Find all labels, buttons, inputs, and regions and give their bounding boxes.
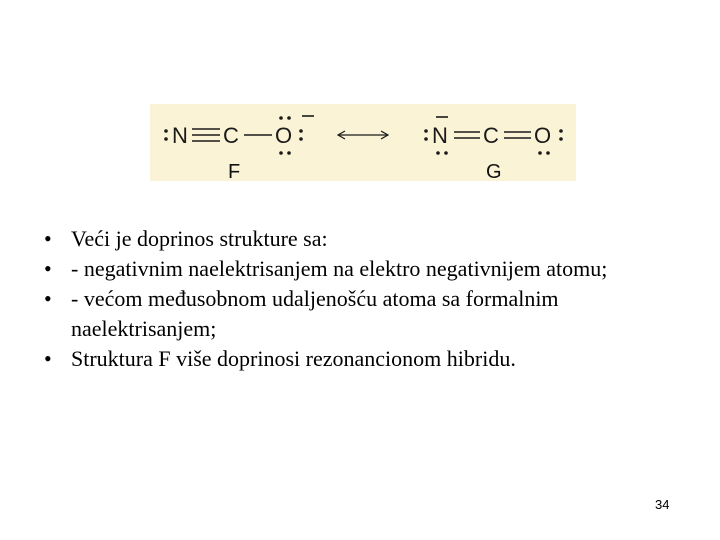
double-headed-arrow-icon: [338, 131, 388, 139]
bullet-text: - većom međusobnom udaljenošću atoma sa formalnim naelektrisanjem;: [71, 286, 559, 341]
list-item: [44, 224, 694, 254]
atom-o: O: [275, 123, 293, 148]
structure-f: [164, 116, 314, 181]
bullet-text: Struktura F više doprinosi rezonancionom hibridu.: [71, 346, 516, 371]
bullet-text: - negativnim naelektrisanjem na elektro negativnijem atomu;: [71, 256, 608, 281]
list-item: [44, 254, 694, 284]
bullet-text: Veći je doprinos strukture sa:: [71, 226, 328, 251]
resonance-diagram: [150, 104, 576, 181]
bullet-marker: •: [44, 256, 52, 281]
resonance-structures-figure: [150, 104, 576, 181]
atom-c: C: [223, 123, 239, 148]
list-item: [44, 284, 694, 344]
atom-c: C: [483, 123, 499, 148]
bullet-list: [44, 224, 694, 374]
label-g: G: [486, 161, 502, 181]
atom-n: N: [432, 123, 448, 148]
atom-n: N: [172, 123, 188, 148]
structure-g: [424, 117, 563, 181]
bullet-marker: •: [44, 286, 52, 311]
label-f: F: [228, 161, 241, 181]
page-number: 34: [655, 497, 670, 512]
bullet-marker: •: [44, 226, 52, 251]
atom-o: O: [534, 123, 552, 148]
list-item: [44, 344, 694, 374]
bullet-marker: •: [44, 346, 52, 371]
